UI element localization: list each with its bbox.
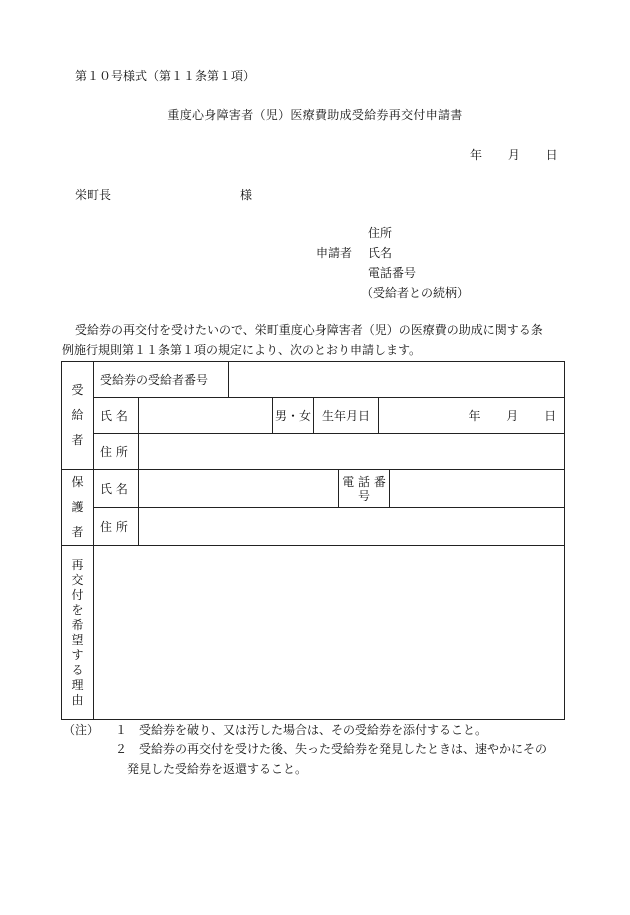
recipient-char: 給 xyxy=(71,408,84,422)
reason-char: 交 xyxy=(71,572,84,587)
reason-char: 望 xyxy=(71,632,84,647)
reason-row xyxy=(62,546,565,720)
addressee-name: 栄町長 xyxy=(75,188,112,202)
note-2-continued: 発見した受給券を返還すること。 xyxy=(127,762,308,776)
guardian-name-row xyxy=(62,470,565,508)
applicant-label: 申請者 xyxy=(316,246,353,260)
guardian-char: 者 xyxy=(71,525,84,539)
body-text-line-2: 例施行規則第１１条第１項の規定により、次のとおり申請します。 xyxy=(62,343,422,357)
guardian-name-label: 氏 名 xyxy=(94,470,139,508)
form-number: 第１０号様式（第１１条第１項） xyxy=(75,69,256,83)
reason-char: 由 xyxy=(71,692,84,707)
addressee-honorific: 様 xyxy=(240,188,253,202)
birthdate-label: 生年月日 xyxy=(314,398,379,434)
recipient-name-label: 氏 名 xyxy=(94,398,139,434)
recipient-char: 受 xyxy=(71,383,84,397)
reason-field[interactable] xyxy=(94,546,565,720)
application-table xyxy=(61,361,565,720)
applicant-phone-label: 電話番号 xyxy=(368,266,417,280)
recipient-number-field[interactable] xyxy=(229,362,565,398)
page-title: 重度心身障害者（児）医療費助成受給券再交付申請書 xyxy=(167,108,463,122)
recipient-name-row xyxy=(62,398,565,434)
gender-selector[interactable]: 男・女 xyxy=(273,398,314,434)
birthdate-field[interactable]: 年 月 日 xyxy=(379,398,565,434)
recipient-address-field[interactable] xyxy=(139,434,565,470)
note-1: １ 受給券を破り、又は汚した場合は、その受給券を添付すること。 xyxy=(115,723,488,737)
recipient-address-row xyxy=(62,434,565,470)
recipient-section-label xyxy=(62,362,94,470)
recipient-char: 者 xyxy=(71,433,84,447)
reason-char: 理 xyxy=(71,677,84,692)
recipient-number-row xyxy=(62,362,565,398)
note-2: ２ 受給券の再交付を受けた後、失った受給券を発見したときは、速やかにその xyxy=(115,742,548,756)
recipient-number-label: 受給券の受給者番号 xyxy=(94,362,229,398)
applicant-relation-label: （受給者との続柄） xyxy=(361,286,470,300)
guardian-phone-label: 電 話 番 号 xyxy=(339,470,390,508)
reason-char: 希 xyxy=(71,617,84,632)
notes-label: （注） xyxy=(63,723,100,737)
reason-char: る xyxy=(71,662,84,677)
guardian-address-field[interactable] xyxy=(139,508,565,546)
reason-label xyxy=(62,546,94,720)
guardian-name-field[interactable] xyxy=(139,470,339,508)
reason-char: 付 xyxy=(71,587,84,602)
guardian-address-row xyxy=(62,508,565,546)
reason-char: 再 xyxy=(71,557,84,572)
recipient-address-label: 住 所 xyxy=(94,434,139,470)
guardian-section-label xyxy=(62,470,94,546)
applicant-address-label: 住所 xyxy=(368,226,393,240)
guardian-char: 護 xyxy=(71,500,84,514)
date-line: 年 月 日 xyxy=(470,148,558,162)
recipient-name-field[interactable] xyxy=(139,398,273,434)
guardian-char: 保 xyxy=(71,475,84,489)
applicant-name-label: 氏名 xyxy=(368,246,393,260)
guardian-phone-field[interactable] xyxy=(390,470,565,508)
reason-char: す xyxy=(71,647,84,662)
reason-char: を xyxy=(71,602,84,617)
body-text-line-1: 受給券の再交付を受けたいので、栄町重度心身障害者（児）の医療費の助成に関する条 xyxy=(75,323,543,337)
guardian-address-label: 住 所 xyxy=(94,508,139,546)
